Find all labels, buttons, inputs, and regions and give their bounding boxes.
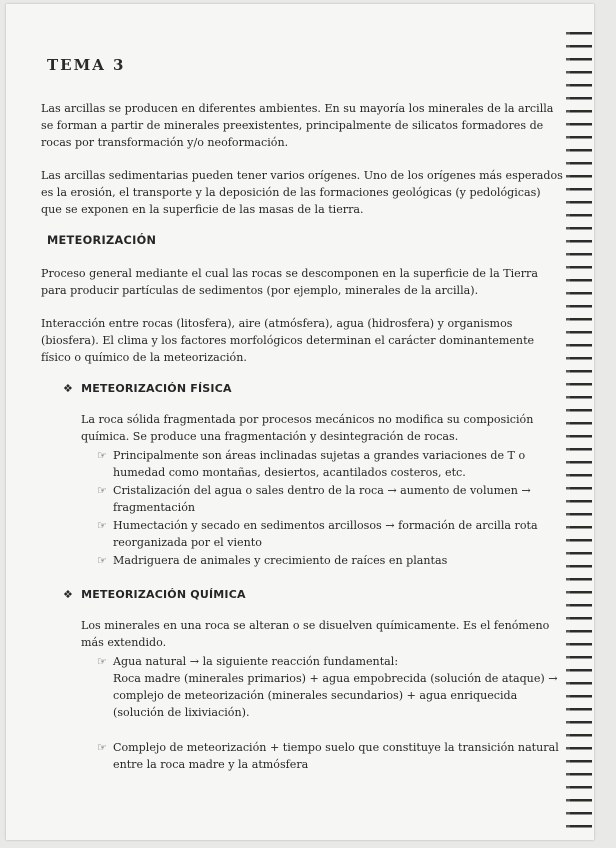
list-item-text: Madriguera de animales y crecimiento de raíces en plantas: [113, 554, 448, 567]
quimica-list: [97, 653, 563, 773]
hand-bullet-icon: ☞: [97, 519, 107, 532]
subheading-quimica: [63, 588, 563, 601]
quimica-text: Los minerales en una roca se alteran o se disuelven químicamente. Es el fenómeno más extendido.: [81, 619, 550, 649]
diamond-bullet-icon: ❖: [63, 588, 74, 601]
list-item-text: Humectación y secado en sedimentos arcillosos → formación de arcilla rota reorganizada por el viento: [113, 519, 538, 549]
list-item: [97, 482, 563, 516]
list-item: [97, 447, 563, 481]
fisica-text: La roca sólida fragmentada por procesos mecánicos no modifica su composición química. Se produce una fragmentación y desintegración de rocas.: [81, 413, 534, 443]
hand-bullet-icon: ☞: [97, 655, 107, 668]
subheading-fisica-label: METEORIZACIÓN FÍSICA: [81, 382, 232, 395]
list-item-text: Cristalización del agua o sales dentro de la roca → aumento de volumen → fragmentación: [113, 484, 531, 514]
document-page: [6, 4, 594, 840]
subheading-quimica-label: METEORIZACIÓN QUÍMICA: [81, 588, 246, 601]
spacer: [41, 570, 563, 588]
hand-bullet-icon: ☞: [97, 484, 107, 497]
hand-bullet-icon: ☞: [97, 741, 107, 754]
section-paragraph-1: Proceso general mediante el cual las rocas se descomponen en la superficie de la Tierra para producir partículas de sedimentos (por ejemplo, minerales de la arcilla).: [41, 267, 538, 297]
intro-paragraph-2: Las arcillas sedimentarias pueden tener varios orígenes. Uno de los orígenes más esperados es la erosión, el transporte y la deposición de las formaciones geológicas (y pedológicas) que se exponen en la superficie de las masas de la tierra.: [41, 169, 563, 216]
list-item: [97, 517, 563, 551]
list-item: [97, 552, 563, 569]
fisica-list: [97, 447, 563, 569]
list-item-text: Principalmente son áreas inclinadas sujetas a grandes variaciones de T o humedad como montañas, desiertos, acantilados costeros, etc.: [113, 449, 526, 479]
subheading-fisica: [63, 382, 563, 395]
list-item: [97, 739, 563, 773]
hand-bullet-icon: ☞: [97, 554, 107, 567]
hand-bullet-icon: ☞: [97, 449, 107, 462]
section-paragraph-2: Interacción entre rocas (litosfera), aire (atmósfera), agua (hidrosfera) y organismos (biosfera). El clima y los factores morfológicos determinan el carácter dominantemente físico o químico de la meteorización.: [41, 317, 535, 364]
intro-paragraph-1: Las arcillas se producen en diferentes ambientes. En su mayoría los minerales de la arcilla se forman a partir de minerales preexistentes, principalmente de silicatos formadores de rocas por transformación y/o neoformación.: [41, 102, 554, 149]
page-title: TEMA 3: [47, 56, 126, 74]
list-item-detail: Roca madre (minerales primarios) + agua empobrecida (solución de ataque) → complejo de meteorización (minerales secundarios) + agua enriquecida (solución de lixiviación).: [113, 672, 558, 719]
diamond-bullet-icon: ❖: [63, 382, 74, 395]
section-heading-meteorizacion: METEORIZACIÓN: [47, 234, 157, 247]
spiral-binding: [570, 26, 592, 836]
list-item-title: Agua natural → la siguiente reacción fundamental:: [113, 655, 399, 668]
list-item: [97, 653, 563, 721]
list-item-text: Complejo de meteorización + tiempo suelo que constituye la transición natural entre la roca madre y la atmósfera: [113, 741, 559, 771]
page-content: [41, 56, 563, 774]
